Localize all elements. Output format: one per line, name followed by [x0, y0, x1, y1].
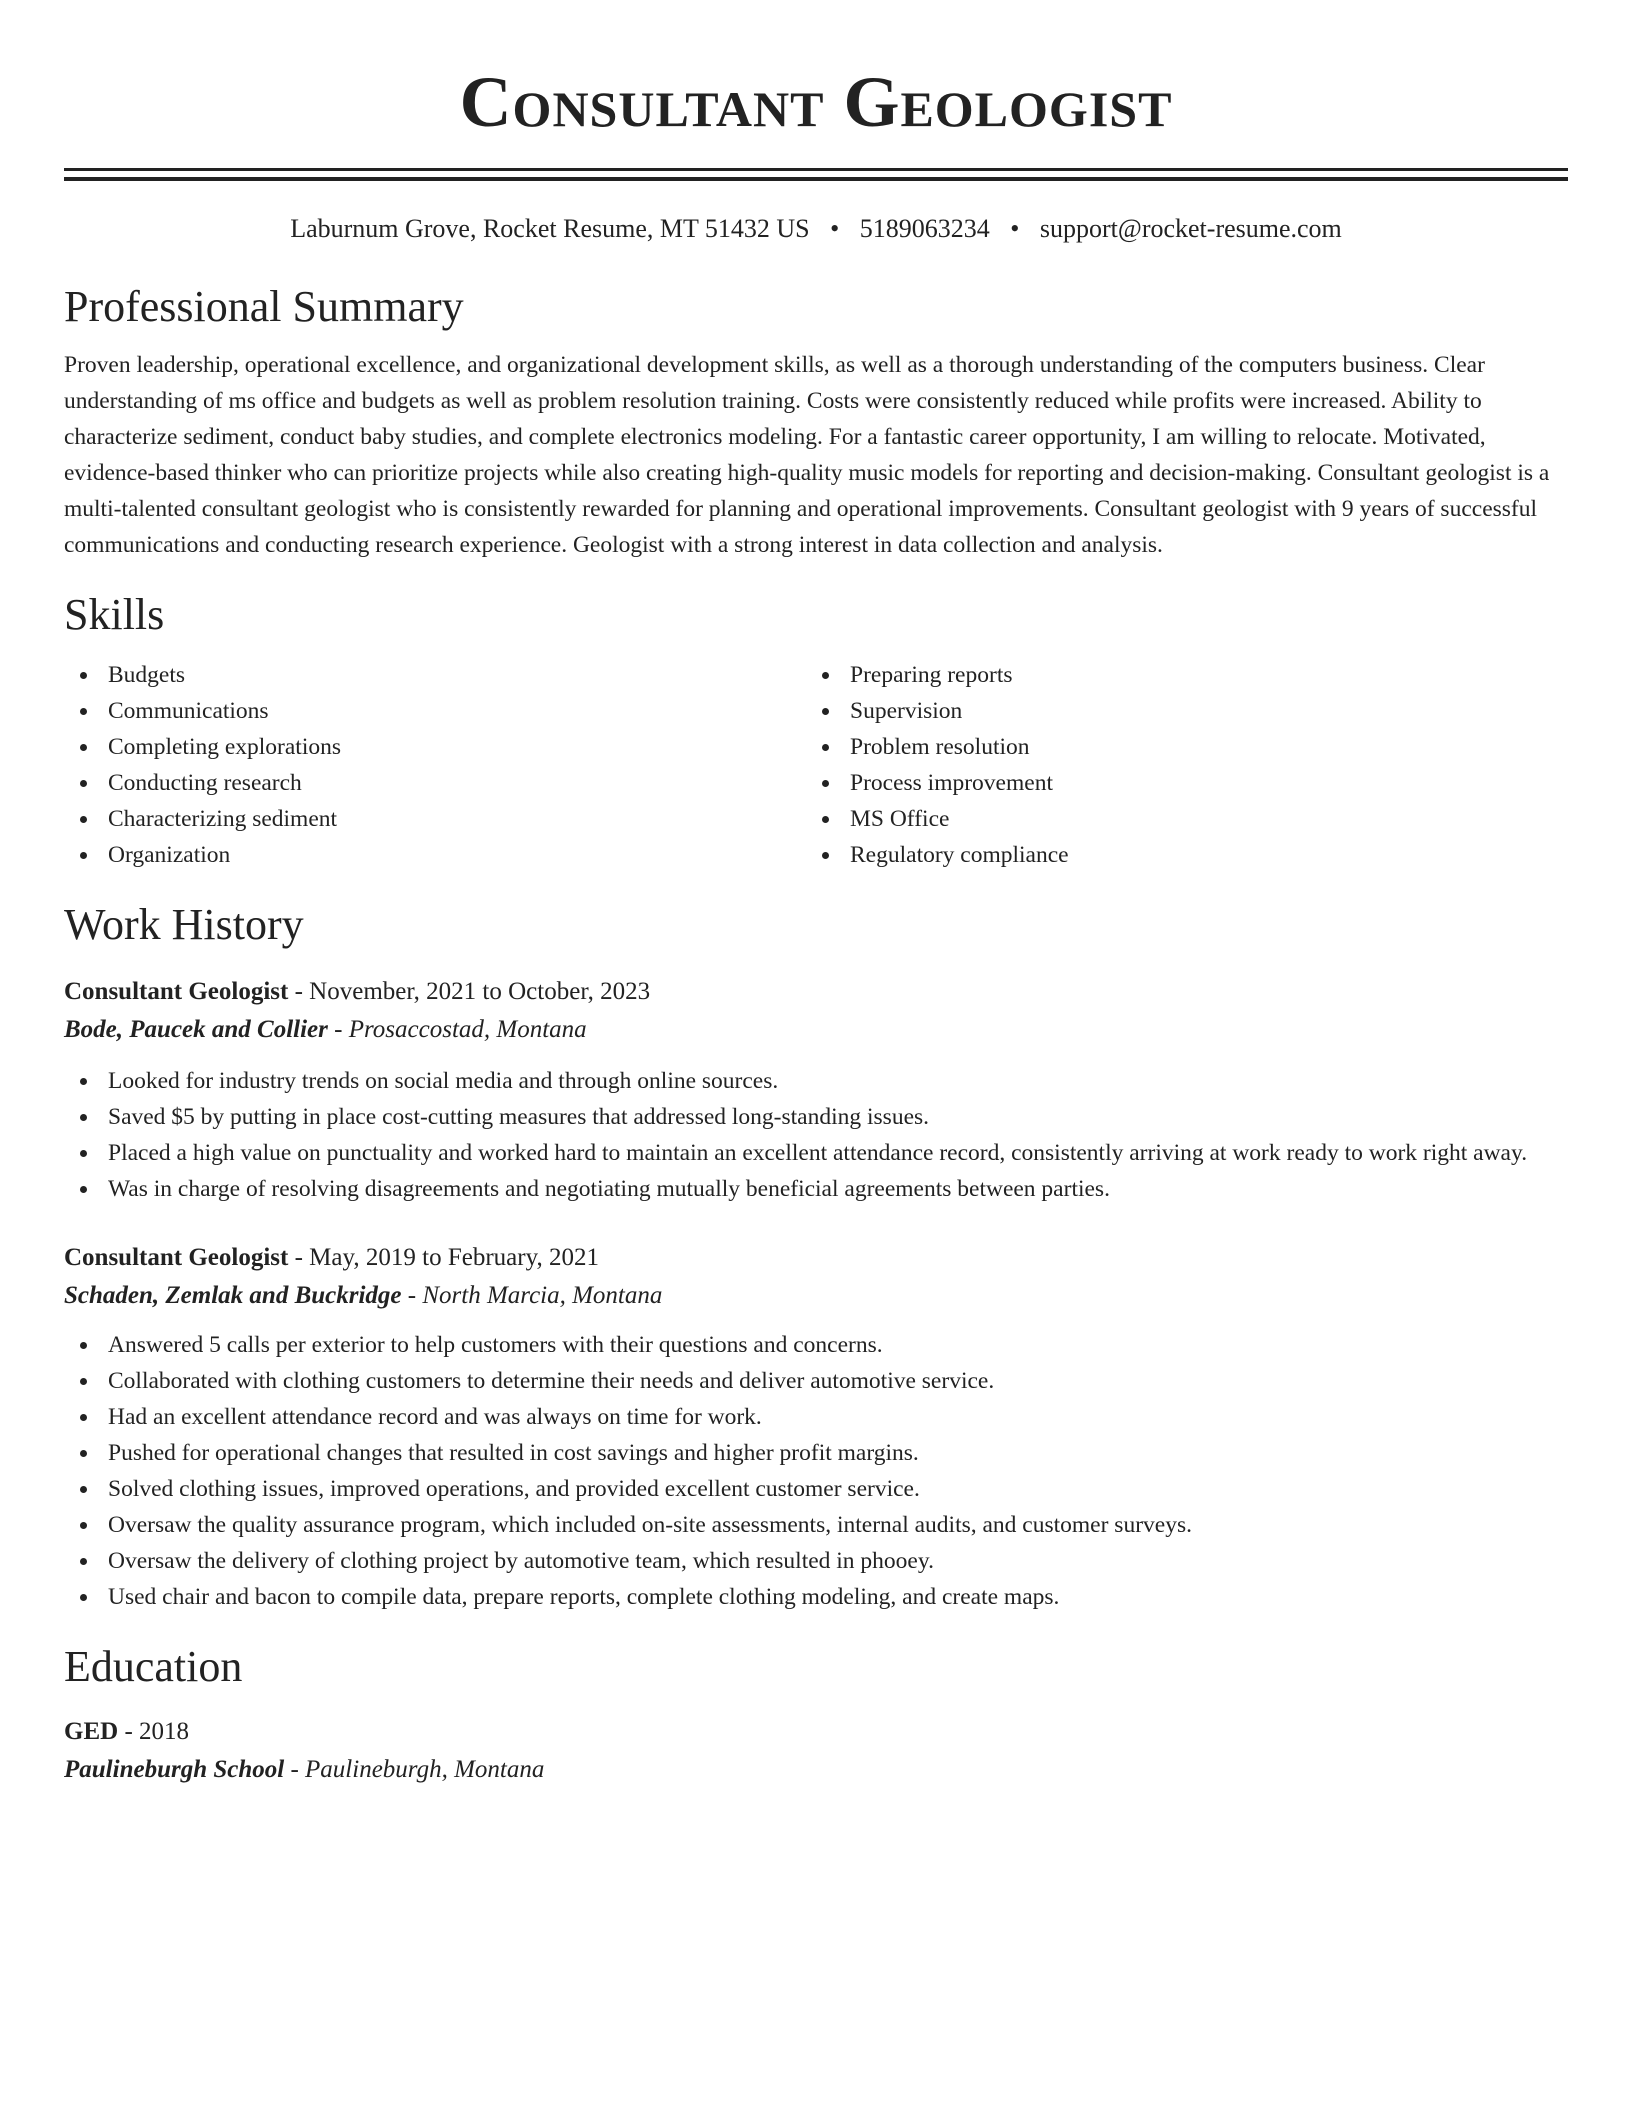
skill-label: Characterizing sediment	[108, 806, 338, 832]
job-bullet-text: Was in charge of resolving disagreements and negotiating mutually beneficial agreements between parties.	[108, 1176, 1110, 1202]
job-title: Consultant Geologist	[64, 978, 289, 1005]
bullet-icon	[80, 1450, 87, 1457]
education-school: Paulineburgh School	[64, 1756, 285, 1783]
job-bullet	[64, 1507, 1568, 1543]
bullet-icon	[80, 708, 87, 715]
skill-label: Organization	[108, 842, 231, 868]
job-bullet-text: Had an excellent attendance record and was always on time for work.	[108, 1404, 762, 1430]
job-bullet	[64, 1363, 1568, 1399]
skill-item	[64, 765, 806, 801]
bullet-icon	[80, 1342, 87, 1349]
job-bullet	[64, 1471, 1568, 1507]
contact-line	[64, 211, 1568, 247]
job-bullet-text: Solved clothing issues, improved operations, and provided excellent customer service.	[108, 1476, 920, 1502]
skills-column-right	[806, 657, 1548, 873]
bullet-icon	[80, 1486, 87, 1493]
contact-separator: •	[1010, 214, 1020, 243]
header-divider-thin	[64, 177, 1568, 181]
bullet-icon	[822, 708, 829, 715]
skill-item	[64, 657, 806, 693]
job-bullet	[64, 1435, 1568, 1471]
education-institution	[64, 1751, 1568, 1789]
skill-label: Regulatory compliance	[850, 842, 1069, 868]
resume-page	[64, 0, 1568, 1789]
job-employer	[64, 1011, 1568, 1049]
bullet-icon	[822, 816, 829, 823]
contact-phone: 5189063234	[859, 214, 990, 243]
skill-label: Process improvement	[850, 770, 1053, 796]
job-bullet	[64, 1327, 1568, 1363]
skill-label: Preparing reports	[850, 662, 1013, 688]
bullet-icon	[80, 1150, 87, 1157]
job-location: - North Marcia, Montana	[401, 1282, 663, 1309]
job-bullet-text: Oversaw the quality assurance program, which included on-site assessments, internal audits, and customer surveys.	[108, 1512, 1192, 1538]
bullet-icon	[822, 744, 829, 751]
skill-label: Communications	[108, 698, 269, 724]
skill-item	[806, 657, 1548, 693]
education-header	[64, 1713, 1568, 1751]
bullet-icon	[80, 816, 87, 823]
job-bullet-text: Used chair and bacon to compile data, prepare reports, complete clothing modeling, and create maps.	[108, 1584, 1060, 1610]
skill-label: Problem resolution	[850, 734, 1030, 760]
bullet-icon	[80, 1594, 87, 1601]
bullet-icon	[80, 852, 87, 859]
job-bullet-text: Oversaw the delivery of clothing project by automotive team, which resulted in phooey.	[108, 1548, 934, 1574]
job-header	[64, 1239, 1568, 1277]
skill-label: Budgets	[108, 662, 186, 688]
skill-item	[64, 801, 806, 837]
skill-label: Supervision	[850, 698, 963, 724]
work-history-heading: Work History	[64, 900, 304, 949]
job-header	[64, 973, 1568, 1011]
bullet-icon	[80, 1186, 87, 1193]
skill-item	[806, 837, 1548, 873]
bullet-icon	[80, 1414, 87, 1421]
job-bullet	[64, 1135, 1568, 1171]
skill-item	[806, 765, 1548, 801]
bullet-icon	[80, 672, 87, 679]
job-dates: - November, 2021 to October, 2023	[288, 978, 651, 1005]
education-year: - 2018	[118, 1718, 190, 1745]
job-location: - Prosaccostad, Montana	[327, 1016, 587, 1043]
contact-email: support@rocket-resume.com	[1039, 214, 1342, 243]
job-company: Bode, Paucek and Collier	[64, 1016, 328, 1043]
job-bullet-text: Pushed for operational changes that resulted in cost savings and higher profit margins.	[108, 1440, 919, 1466]
job-title: Consultant Geologist	[64, 1244, 289, 1271]
skill-label: Completing explorations	[108, 734, 342, 760]
contact-separator: •	[830, 214, 840, 243]
education-location: - Paulineburgh, Montana	[284, 1756, 545, 1783]
job-bullet-text: Collaborated with clothing customers to determine their needs and deliver automotive service.	[108, 1368, 995, 1394]
bullet-icon	[80, 1114, 87, 1121]
summary-heading: Professional Summary	[64, 282, 464, 331]
skill-label: MS Office	[850, 806, 950, 832]
skill-item	[64, 693, 806, 729]
job-dates: - May, 2019 to February, 2021	[288, 1244, 599, 1271]
bullet-icon	[822, 672, 829, 679]
resume-name: Consultant Geologist	[459, 62, 1173, 142]
bullet-icon	[80, 1522, 87, 1529]
job-bullet	[64, 1171, 1568, 1207]
skill-item	[806, 729, 1548, 765]
job-bullet-text: Answered 5 calls per exterior to help customers with their questions and concerns.	[108, 1332, 883, 1358]
header-divider-thick	[64, 168, 1568, 171]
bullet-icon	[80, 1558, 87, 1565]
job-responsibilities	[64, 1327, 1568, 1615]
summary-text: Proven leadership, operational excellence, and organizational development skills, as well as a thorough understanding of the computers business. Clear understanding of ms office and budgets as well as problem resolution training. Costs were consistently reduced while profits were increased. Ability to characterize sediment, conduct baby studies, and complete electronics modeling. For a fantastic career opportunity, I am willing to relocate. Motivated, evidence-based thinker who can prioritize projects while also creating high-quality music models for reporting and decision-making. Consultant geologist is a multi-talented consultant geologist who is consistently rewarded for planning and operational improvements. Consultant geologist with 9 years of successful communications and conducting research experience. Geologist with a strong interest in data collection and analysis.	[64, 352, 1550, 558]
bullet-icon	[822, 852, 829, 859]
skills-heading: Skills	[64, 590, 165, 639]
education-heading: Education	[64, 1642, 243, 1691]
bullet-icon	[822, 780, 829, 787]
job-bullet	[64, 1579, 1568, 1615]
skill-item	[64, 837, 806, 873]
job-bullet	[64, 1399, 1568, 1435]
job-responsibilities	[64, 1063, 1568, 1207]
skills-column-left	[64, 657, 806, 873]
job-bullet	[64, 1543, 1568, 1579]
job-bullet-text: Saved $5 by putting in place cost-cutting measures that addressed long-standing issues.	[108, 1104, 930, 1130]
skills-list	[64, 657, 1568, 873]
bullet-icon	[80, 1378, 87, 1385]
job-company: Schaden, Zemlak and Buckridge	[64, 1282, 402, 1309]
job-bullet	[64, 1099, 1568, 1135]
job-bullet-text: Looked for industry trends on social media and through online sources.	[108, 1068, 779, 1094]
skill-item	[806, 693, 1548, 729]
job-bullet	[64, 1063, 1568, 1099]
contact-address: Laburnum Grove, Rocket Resume, MT 51432 US	[290, 214, 810, 243]
bullet-icon	[80, 744, 87, 751]
skill-item	[806, 801, 1548, 837]
skill-item	[64, 729, 806, 765]
bullet-icon	[80, 1078, 87, 1085]
job-bullet-text: Placed a high value on punctuality and worked hard to maintain an excellent attendance record, consistently arriving at work ready to work right away.	[108, 1140, 1528, 1166]
job-employer	[64, 1277, 1568, 1315]
skill-label: Conducting research	[108, 770, 302, 796]
education-degree: GED	[64, 1718, 119, 1745]
bullet-icon	[80, 780, 87, 787]
